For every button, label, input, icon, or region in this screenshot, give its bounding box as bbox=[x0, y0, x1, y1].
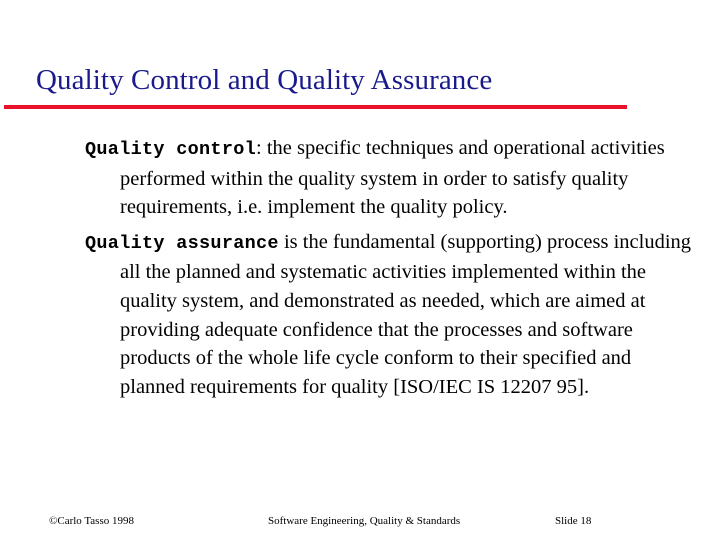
definition-term: Quality assurance bbox=[85, 232, 279, 254]
definition-text: : the specific techniques and operational activities performed within the quality system in order to satisfy quality requirements, i.e. implement the quality policy. bbox=[120, 137, 665, 219]
definition-quality-control bbox=[85, 134, 695, 222]
footer-slide-number: Slide 18 bbox=[555, 515, 592, 527]
definition-term: Quality control bbox=[85, 139, 257, 160]
footer-course-title: Software Engineering, Quality & Standards bbox=[268, 515, 461, 527]
slide-body bbox=[85, 134, 695, 401]
footer-copyright: ©Carlo Tasso 1998 bbox=[49, 515, 134, 527]
definition-text: is the fundamental (supporting) process including all the planned and systematic activities implemented within the quality system, and demonstrated as needed, which are aimed at providing adequate confidence that the processes and software products of the whole life cycle conform to their specified and planned requirements for quality [ISO/IEC IS 12207 95]. bbox=[120, 230, 692, 398]
title-underline bbox=[4, 105, 627, 109]
definition-quality-assurance bbox=[85, 228, 695, 402]
slide-title: Quality Control and Quality Assurance bbox=[36, 64, 493, 96]
